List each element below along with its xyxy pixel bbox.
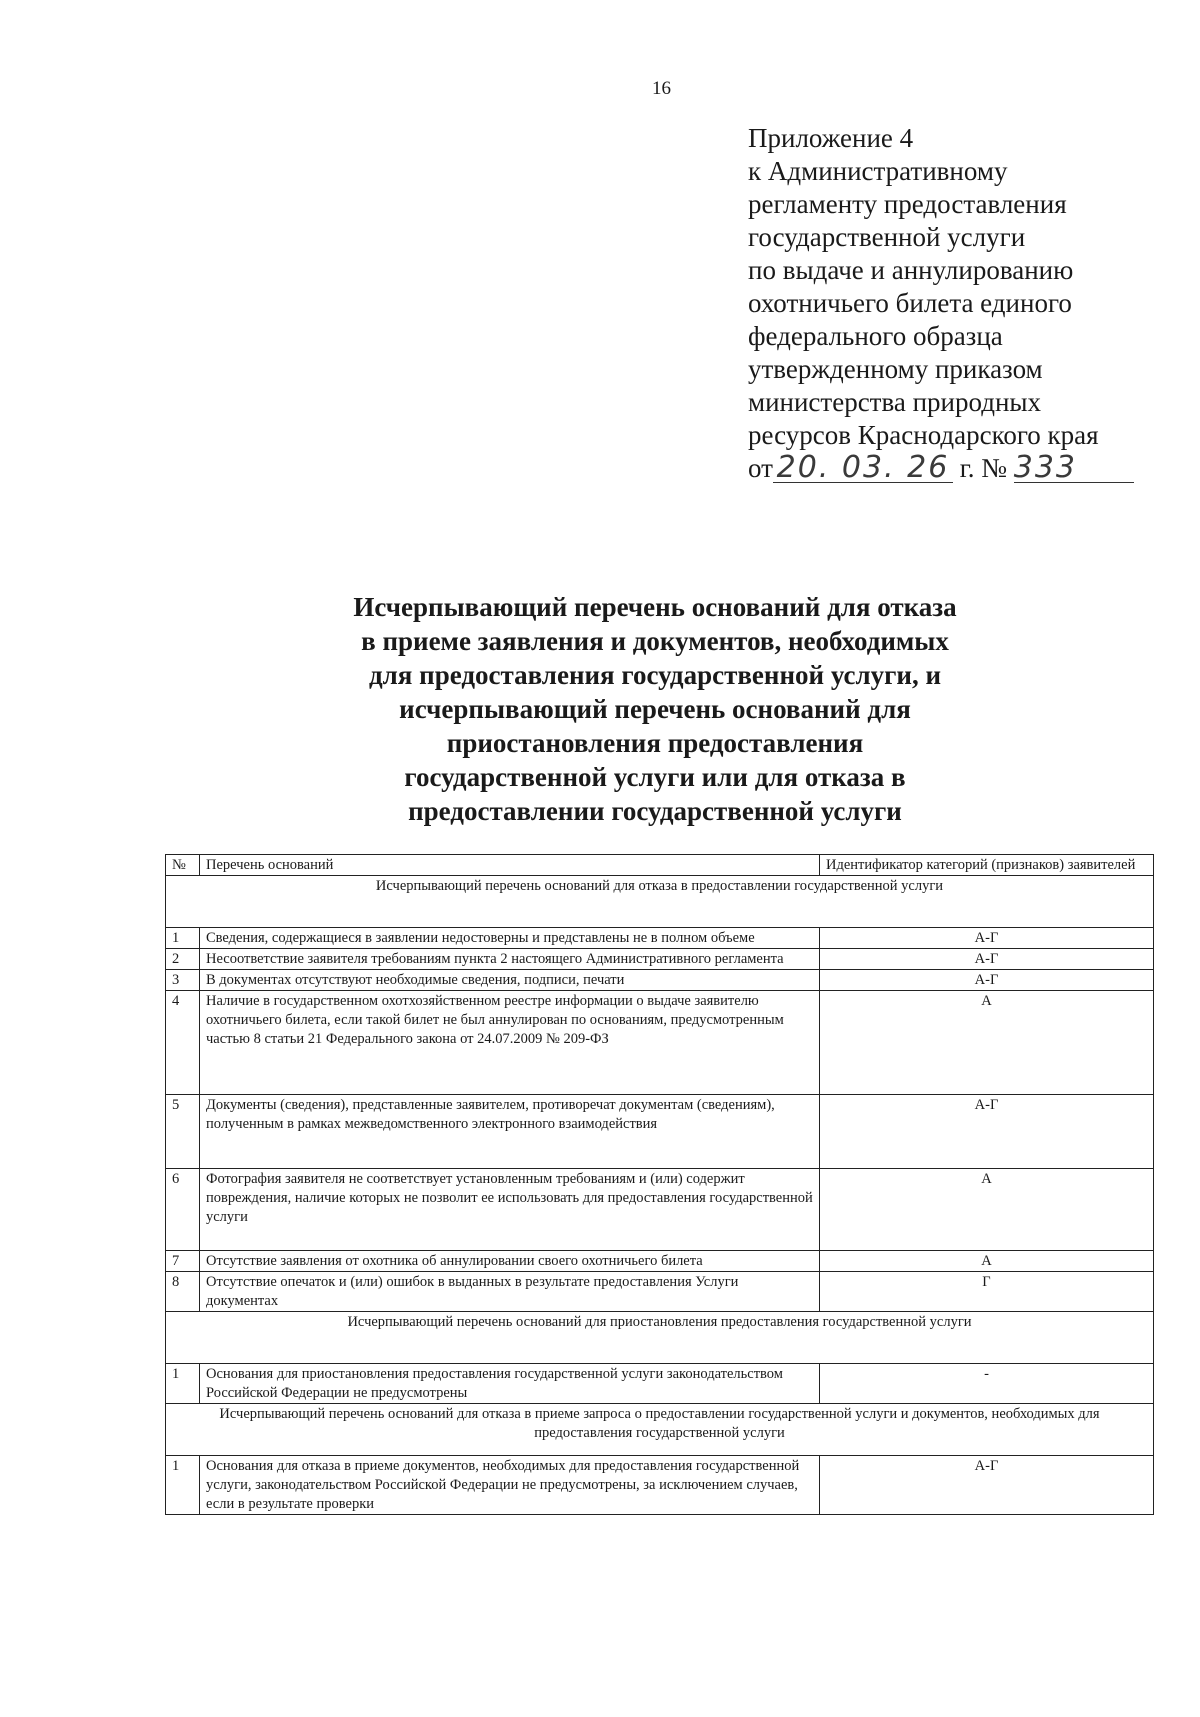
row-text: Сведения, содержащиеся в заявлении недостоверны и представлены не в полном объеме xyxy=(200,928,820,949)
from-label: от xyxy=(748,453,773,483)
title-line: в приеме заявления и документов, необходимых xyxy=(361,626,949,656)
row-text: Документы (сведения), представленные заявителем, противоречат документам (сведениям), полученным в рамках межведомственного электронного взаимодействия xyxy=(200,1095,820,1169)
appendix-line: регламенту предоставления xyxy=(748,189,1067,219)
table-row xyxy=(166,1169,1154,1251)
handwritten-number: 333 xyxy=(1014,454,1134,483)
appendix-line: по выдаче и аннулированию xyxy=(748,255,1074,285)
row-identifier: А-Г xyxy=(820,1095,1154,1169)
section-heading: Исчерпывающий перечень оснований для приостановления предоставления государственной услуги xyxy=(166,1312,1154,1364)
row-number: 4 xyxy=(166,991,200,1095)
year-number-label: г. № xyxy=(959,453,1007,483)
table-row xyxy=(166,991,1154,1095)
row-identifier: А-Г xyxy=(820,1456,1154,1515)
row-number: 2 xyxy=(166,949,200,970)
row-text: В документах отсутствуют необходимые сведения, подписи, печати xyxy=(200,970,820,991)
table-row xyxy=(166,1272,1154,1312)
row-text: Основания для отказа в приеме документов, необходимых для предоставления государственной услуги, законодательством Российской Федерации не предусмотрены, за исключением случаев, если в результате проверки xyxy=(200,1456,820,1515)
table-row xyxy=(166,970,1154,991)
appendix-line: Приложение 4 xyxy=(748,123,914,153)
appendix-line: министерства природных xyxy=(748,387,1042,417)
table-row xyxy=(166,949,1154,970)
title-line: Исчерпывающий перечень оснований для отказа xyxy=(353,592,957,622)
appendix-line: ресурсов Краснодарского края xyxy=(748,420,1099,450)
row-identifier: А xyxy=(820,1169,1154,1251)
appendix-line: государственной услуги xyxy=(748,222,1026,252)
handwritten-date: 20. 03. 26 xyxy=(773,454,953,483)
row-identifier: Г xyxy=(820,1272,1154,1312)
grounds-table xyxy=(165,854,1154,1515)
title-line: исчерпывающий перечень оснований для xyxy=(399,694,911,724)
section-heading-row xyxy=(166,1404,1154,1456)
row-identifier: А xyxy=(820,991,1154,1095)
row-number: 8 xyxy=(166,1272,200,1312)
section-heading-row xyxy=(166,1312,1154,1364)
section-heading: Исчерпывающий перечень оснований для отказа в приеме запроса о предоставлении государственной услуги и документов, необходимых для предоставления государственной услуги xyxy=(166,1404,1154,1456)
row-number: 1 xyxy=(166,928,200,949)
row-identifier: А xyxy=(820,1251,1154,1272)
row-text: Фотография заявителя не соответствует установленным требованиям и (или) содержит повреждения, наличие которых не позволит ее использовать для предоставления государственной услуги xyxy=(200,1169,820,1251)
title-line: государственной услуги или для отказа в xyxy=(404,762,906,792)
row-number: 6 xyxy=(166,1169,200,1251)
section-heading-row xyxy=(166,876,1154,928)
appendix-line: федерального образца xyxy=(748,321,1003,351)
row-number: 1 xyxy=(166,1364,200,1404)
page-number: 16 xyxy=(652,78,671,99)
row-text: Наличие в государственном охотхозяйственном реестре информации о выдаче заявителю охотничьего билета, если такой билет не был аннулирован по основаниям, предусмотренным частью 8 статьи 21 Федерального закона от 24.07.2009 № 209-ФЗ xyxy=(200,991,820,1095)
row-number: 1 xyxy=(166,1456,200,1515)
row-identifier: А-Г xyxy=(820,928,1154,949)
header-number: № xyxy=(166,855,200,876)
header-identifier: Идентификатор категорий (признаков) заявителей xyxy=(820,855,1154,876)
appendix-header xyxy=(748,122,1168,485)
section-heading: Исчерпывающий перечень оснований для отказа в предоставлении государственной услуги xyxy=(166,876,1154,928)
grounds-table-wrapper xyxy=(165,854,1153,1515)
title-line: предоставлении государственной услуги xyxy=(408,796,902,826)
row-identifier: А-Г xyxy=(820,970,1154,991)
table-row xyxy=(166,1364,1154,1404)
row-text: Несоответствие заявителя требованиям пункта 2 настоящего Административного регламента xyxy=(200,949,820,970)
row-identifier: А-Г xyxy=(820,949,1154,970)
appendix-line: охотничьего билета единого xyxy=(748,288,1072,318)
row-identifier: - xyxy=(820,1364,1154,1404)
table-row xyxy=(166,1095,1154,1169)
appendix-line: к Административному xyxy=(748,156,1008,186)
table-row xyxy=(166,928,1154,949)
row-text: Основания для приостановления предоставления государственной услуги законодательством Российской Федерации не предусмотрены xyxy=(200,1364,820,1404)
title-line: для предоставления государственной услуги, и xyxy=(368,660,942,690)
row-number: 7 xyxy=(166,1251,200,1272)
table-header-row xyxy=(166,855,1154,876)
table-row xyxy=(166,1456,1154,1515)
order-date-line xyxy=(748,452,1168,485)
row-number: 5 xyxy=(166,1095,200,1169)
table-row xyxy=(166,1251,1154,1272)
appendix-line: утвержденному приказом xyxy=(748,354,1043,384)
title-line: приостановления предоставления xyxy=(446,728,864,758)
row-number: 3 xyxy=(166,970,200,991)
row-text: Отсутствие заявления от охотника об аннулировании своего охотничьего билета xyxy=(200,1251,820,1272)
document-title xyxy=(280,590,1030,828)
header-basis: Перечень оснований xyxy=(200,855,820,876)
row-text: Отсутствие опечаток и (или) ошибок в выданных в результате предоставления Услуги документах xyxy=(200,1272,820,1312)
